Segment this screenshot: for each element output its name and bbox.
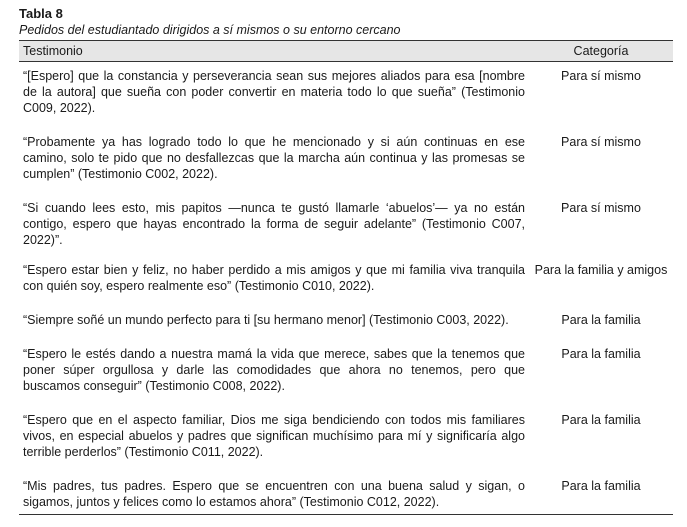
testimony-cell: “Espero le estés dando a nuestra mamá la vida que merece, sabes que la tenemos que poner súper orgullosa y darle las comodidades que ahora no tenemos, pero que buscamos conseguir” (Testimonio C008, 2022). [23,347,525,393]
testimony-cell: “Siempre soñé un mundo perfecto para ti [su hermano menor] (Testimonio C003, 2022). [23,313,509,327]
category-cell: Para sí mismo [561,201,641,215]
testimony-table [19,40,673,515]
table-header-row [19,41,673,62]
category-cell: Para la familia [561,413,641,427]
column-header-category: Categoría [573,44,629,58]
testimony-cell: “[Espero] que la constancia y perseverancia sean sus mejores aliados para esa [nombre de la autora] que sueña con poder convertir en materia todo lo que sueña” (Testimonio C009, 2022). [23,69,525,115]
category-cell: Para la familia y amigos [534,263,668,277]
category-cell: Para la familia [561,313,641,327]
column-header-testimony: Testimonio [23,44,83,58]
table-row [19,186,673,248]
table-caption: Pedidos del estudiantado dirigidos a sí mismos o su entorno cercano [19,23,401,37]
testimony-cell: “Probamente ya has logrado todo lo que he mencionado y si aún continuas en ese camino, solo te pido que no desfallezcas que la marcha aún continua y las promesas se cumplen” (Testimonio C002, 2022). [23,135,525,181]
category-cell: Para sí mismo [561,135,641,149]
table-row [19,298,673,332]
table-row [19,332,673,398]
table-row [19,464,673,515]
category-cell: Para la familia [561,347,641,361]
testimony-cell: “Espero que en el aspecto familiar, Dios me siga bendiciendo con todos mis familiares vivos, en especial abuelos y padres que significan muchísimo para mí y significaría algo terrible perderlos” (Testimonio C011, 2022). [23,413,525,459]
testimony-cell: “Si cuando lees esto, mis papitos —nunca te gustó llamarle ‘abuelos’— ya no están contigo, espero que hayas encontrado la forma de seguir adelante” (Testimonio C007, 2022)”. [23,201,525,247]
testimony-cell: “Espero estar bien y feliz, no haber perdido a mis amigos y que mi familia viva tranquila con quién soy, espero realmente eso” (Testimonio C010, 2022). [23,263,525,293]
table-row [19,248,673,298]
testimony-cell: “Mis padres, tus padres. Espero que se encuentren con una buena salud y sigan, o sigamos, juntos y felices como lo estamos ahora” (Testimonio C012, 2022). [19,464,529,515]
table-row [19,398,673,464]
category-cell: Para sí mismo [561,69,641,83]
table-row [19,120,673,186]
category-cell: Para la familia [529,464,673,515]
table-number: Tabla 8 [19,6,63,21]
table-row [19,62,673,121]
